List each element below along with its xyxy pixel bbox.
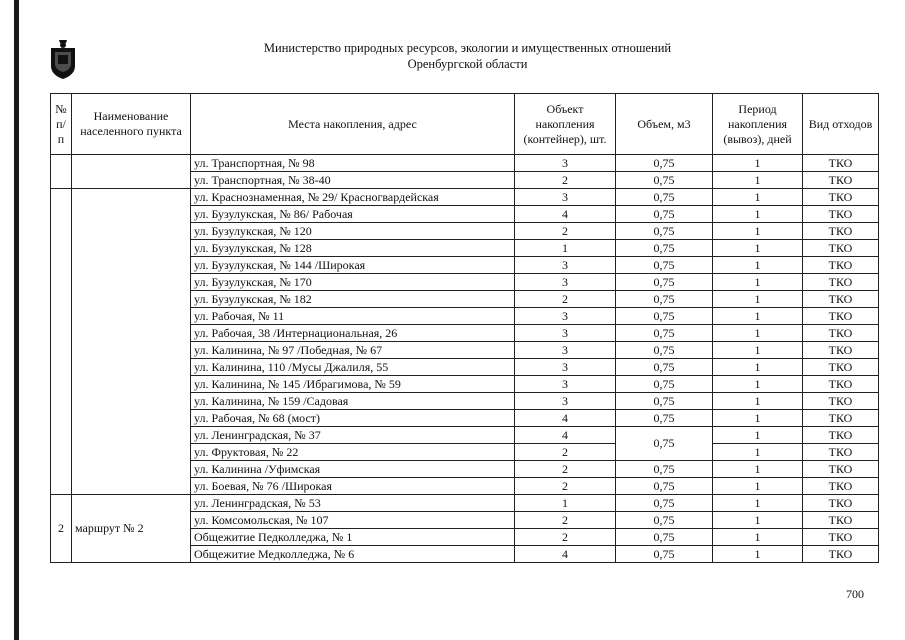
cell-objects: 3 xyxy=(515,342,616,359)
cell-period: 1 xyxy=(713,478,803,495)
col-waste: Вид отходов xyxy=(803,94,879,155)
cell-waste: ТКО xyxy=(803,512,879,529)
cell-address: ул. Транспортная, № 98 xyxy=(191,155,515,172)
cell-objects: 3 xyxy=(515,155,616,172)
cell-waste: ТКО xyxy=(803,155,879,172)
cell-waste: ТКО xyxy=(803,325,879,342)
cell-period: 1 xyxy=(713,376,803,393)
cell-volume: 0,75 xyxy=(616,206,713,223)
cell-period: 1 xyxy=(713,308,803,325)
table-row xyxy=(51,189,879,206)
cell-waste: ТКО xyxy=(803,308,879,325)
cell-waste: ТКО xyxy=(803,172,879,189)
col-volume: Объем, м3 xyxy=(616,94,713,155)
cell-objects: 2 xyxy=(515,172,616,189)
cell-volume: 0,75 xyxy=(616,461,713,478)
cell-period: 1 xyxy=(713,359,803,376)
cell-address: ул. Бузулукская, № 86/ Рабочая xyxy=(191,206,515,223)
cell-waste: ТКО xyxy=(803,444,879,461)
cell-waste: ТКО xyxy=(803,495,879,512)
cell-waste: ТКО xyxy=(803,223,879,240)
cell-objects: 2 xyxy=(515,223,616,240)
cell-period: 1 xyxy=(713,223,803,240)
cell-num: 2 xyxy=(51,495,72,563)
cell-address: ул. Ленинградская, № 37 xyxy=(191,427,515,444)
cell-period: 1 xyxy=(713,461,803,478)
cell-address: ул. Бузулукская, № 170 xyxy=(191,274,515,291)
cell-address: ул. Калинина /Уфимская xyxy=(191,461,515,478)
cell-volume: 0,75 xyxy=(616,495,713,512)
cell-period: 1 xyxy=(713,274,803,291)
scan-edge-bar xyxy=(14,0,19,640)
table-row xyxy=(51,495,879,512)
cell-address: ул. Ленинградская, № 53 xyxy=(191,495,515,512)
cell-volume: 0,75 xyxy=(616,376,713,393)
cell-volume: 0,75 xyxy=(616,257,713,274)
cell-volume: 0,75 xyxy=(616,325,713,342)
cell-period: 1 xyxy=(713,512,803,529)
cell-volume: 0,75 xyxy=(616,529,713,546)
cell-waste: ТКО xyxy=(803,189,879,206)
cell-address: ул. Бузулукская, № 182 xyxy=(191,291,515,308)
cell-objects: 2 xyxy=(515,529,616,546)
col-num: № п/п xyxy=(51,94,72,155)
cell-address: Общежитие Медколледжа, № 6 xyxy=(191,546,515,563)
cell-waste: ТКО xyxy=(803,240,879,257)
cell-period: 1 xyxy=(713,189,803,206)
cell-period: 1 xyxy=(713,393,803,410)
cell-objects: 1 xyxy=(515,240,616,257)
cell-objects: 4 xyxy=(515,427,616,444)
cell-volume: 0,75 xyxy=(616,393,713,410)
cell-address: ул. Рабочая, 38 /Интернациональная, 26 xyxy=(191,325,515,342)
cell-volume: 0,75 xyxy=(616,512,713,529)
cell-volume: 0,75 xyxy=(616,189,713,206)
cell-address: ул. Краснознаменная, № 29/ Красногвардейская xyxy=(191,189,515,206)
cell-waste: ТКО xyxy=(803,359,879,376)
cell-period: 1 xyxy=(713,257,803,274)
cell-volume: 0,75 xyxy=(616,308,713,325)
cell-objects: 3 xyxy=(515,393,616,410)
cell-waste: ТКО xyxy=(803,376,879,393)
cell-objects: 2 xyxy=(515,512,616,529)
cell-objects: 3 xyxy=(515,376,616,393)
cell-objects: 3 xyxy=(515,257,616,274)
table-header-row xyxy=(51,94,879,155)
cell-address: ул. Калинина, № 97 /Победная, № 67 xyxy=(191,342,515,359)
page-number: 700 xyxy=(846,587,864,601)
cell-volume: 0,75 xyxy=(616,342,713,359)
cell-waste: ТКО xyxy=(803,461,879,478)
cell-waste: ТКО xyxy=(803,427,879,444)
cell-address: ул. Бузулукская, № 120 xyxy=(191,223,515,240)
cell-waste: ТКО xyxy=(803,257,879,274)
cell-period: 1 xyxy=(713,444,803,461)
cell-objects: 3 xyxy=(515,308,616,325)
cell-objects: 2 xyxy=(515,478,616,495)
cell-objects: 4 xyxy=(515,206,616,223)
cell-objects: 3 xyxy=(515,325,616,342)
col-period: Период накопления (вывоз), дней xyxy=(713,94,803,155)
cell-volume: 0,75 xyxy=(616,155,713,172)
table-row xyxy=(51,155,879,172)
cell-volume: 0,75 xyxy=(616,240,713,257)
cell-objects: 2 xyxy=(515,461,616,478)
cell-address: ул. Бузулукская, № 128 xyxy=(191,240,515,257)
cell-volume: 0,75 xyxy=(616,223,713,240)
cell-address: ул. Бузулукская, № 144 /Широкая xyxy=(191,257,515,274)
cell-waste: ТКО xyxy=(803,478,879,495)
cell-waste: ТКО xyxy=(803,342,879,359)
col-objects: Объект накопления (контейнер), шт. xyxy=(515,94,616,155)
col-address: Места накопления, адрес xyxy=(191,94,515,155)
header-line-2: Оренбургской области xyxy=(407,57,528,71)
cell-objects: 2 xyxy=(515,291,616,308)
cell-waste: ТКО xyxy=(803,291,879,308)
cell-objects: 1 xyxy=(515,495,616,512)
cell-waste: ТКО xyxy=(803,410,879,427)
cell-settlement xyxy=(72,155,191,189)
waste-sites-table xyxy=(50,93,879,563)
cell-volume: 0,75 xyxy=(616,172,713,189)
cell-period: 1 xyxy=(713,529,803,546)
cell-address: ул. Рабочая, № 11 xyxy=(191,308,515,325)
cell-period: 1 xyxy=(713,291,803,308)
cell-address: ул. Калинина, № 159 /Садовая xyxy=(191,393,515,410)
document-header xyxy=(230,40,705,72)
cell-period: 1 xyxy=(713,410,803,427)
cell-waste: ТКО xyxy=(803,274,879,291)
cell-address: ул. Транспортная, № 38-40 xyxy=(191,172,515,189)
cell-period: 1 xyxy=(713,155,803,172)
cell-address: ул. Рабочая, № 68 (мост) xyxy=(191,410,515,427)
cell-waste: ТКО xyxy=(803,206,879,223)
cell-period: 1 xyxy=(713,342,803,359)
cell-address: ул. Боевая, № 76 /Широкая xyxy=(191,478,515,495)
col-settlement: Наименование населенного пункта xyxy=(72,94,191,155)
cell-period: 1 xyxy=(713,206,803,223)
cell-waste: ТКО xyxy=(803,529,879,546)
cell-volume: 0,75 xyxy=(616,410,713,427)
cell-volume: 0,75 xyxy=(616,291,713,308)
cell-settlement: маршрут № 2 xyxy=(72,495,191,563)
cell-volume: 0,75 xyxy=(616,274,713,291)
cell-objects: 3 xyxy=(515,359,616,376)
cell-volume: 0,75 xyxy=(616,427,713,461)
cell-volume: 0,75 xyxy=(616,478,713,495)
cell-objects: 3 xyxy=(515,189,616,206)
cell-period: 1 xyxy=(713,172,803,189)
cell-period: 1 xyxy=(713,325,803,342)
cell-period: 1 xyxy=(713,495,803,512)
cell-period: 1 xyxy=(713,546,803,563)
cell-address: ул. Фруктовая, № 22 xyxy=(191,444,515,461)
cell-objects: 3 xyxy=(515,274,616,291)
cell-period: 1 xyxy=(713,427,803,444)
cell-objects: 4 xyxy=(515,546,616,563)
cell-objects: 4 xyxy=(515,410,616,427)
cell-volume: 0,75 xyxy=(616,359,713,376)
cell-num xyxy=(51,189,72,495)
header-line-1: Министерство природных ресурсов, экологии и имущественных отношений xyxy=(263,41,672,55)
cell-address: Общежитие Педколледжа, № 1 xyxy=(191,529,515,546)
cell-volume: 0,75 xyxy=(616,546,713,563)
cell-settlement xyxy=(72,189,191,495)
cell-address: ул. Калинина, № 145 /Ибрагимова, № 59 xyxy=(191,376,515,393)
cell-period: 1 xyxy=(713,240,803,257)
cell-num xyxy=(51,155,72,189)
cell-waste: ТКО xyxy=(803,546,879,563)
cell-address: ул. Комсомольская, № 107 xyxy=(191,512,515,529)
coat-of-arms-icon xyxy=(48,38,78,80)
cell-waste: ТКО xyxy=(803,393,879,410)
cell-objects: 2 xyxy=(515,444,616,461)
cell-address: ул. Калинина, 110 /Мусы Джалиля, 55 xyxy=(191,359,515,376)
